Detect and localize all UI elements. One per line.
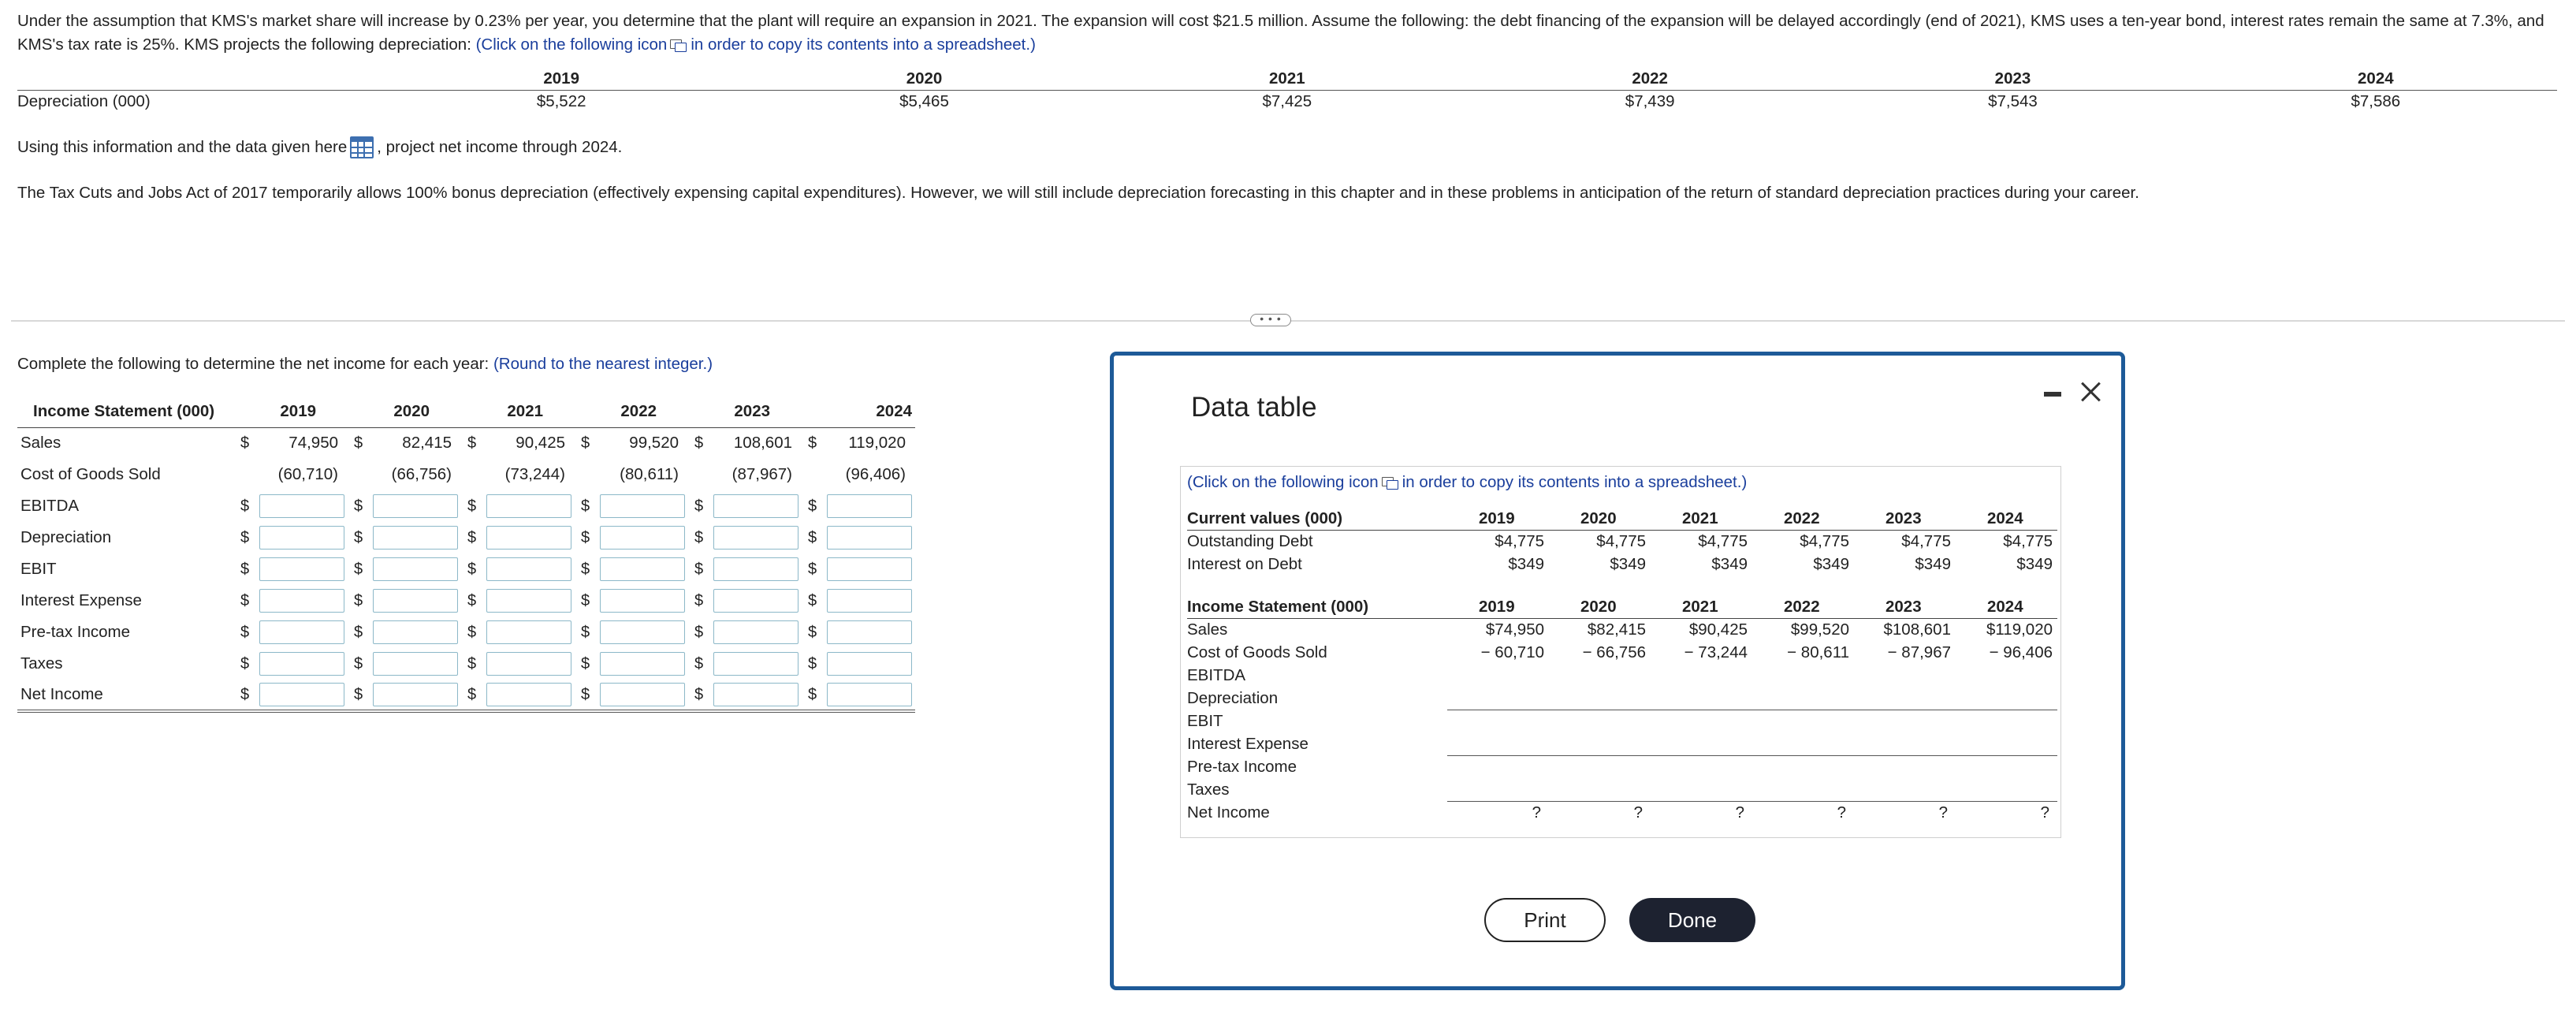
- mi-year: 2024: [1956, 596, 2057, 618]
- currency-symbol: $: [808, 528, 817, 546]
- answer-input[interactable]: [827, 620, 912, 644]
- currency-symbol: $: [581, 560, 590, 578]
- answer-input[interactable]: [486, 526, 571, 550]
- print-button[interactable]: Print: [1484, 898, 1606, 942]
- mi-empty-cell: [1447, 710, 1549, 732]
- dep-year: 2024: [2194, 68, 2557, 91]
- instruction-text: [17, 355, 713, 374]
- mi-empty-cell: [1854, 732, 1956, 755]
- income-statement-table: [17, 396, 915, 713]
- mi-empty-cell: [1447, 755, 1549, 778]
- currency-symbol: $: [581, 654, 590, 672]
- cv-value: $349: [1813, 554, 1849, 573]
- answer-input[interactable]: [713, 557, 798, 581]
- mi-value: $74,950: [1485, 620, 1544, 639]
- answer-input[interactable]: [259, 526, 344, 550]
- mi-empty-cell: [1854, 778, 1956, 801]
- is-year: 2019: [234, 396, 348, 427]
- is-value: (73,244): [504, 465, 565, 483]
- cv-value: $4,775: [1698, 531, 1748, 550]
- currency-symbol: $: [467, 685, 477, 703]
- is-row-label: Taxes: [20, 654, 63, 672]
- answer-input[interactable]: [600, 557, 685, 581]
- dep-year: 2022: [1469, 68, 1831, 91]
- currency-symbol: $: [694, 434, 704, 452]
- answer-input[interactable]: [600, 526, 685, 550]
- answer-input[interactable]: [259, 683, 344, 706]
- mi-empty-cell: [1651, 755, 1752, 778]
- cv-value: $349: [1508, 554, 1544, 573]
- currency-symbol: $: [808, 685, 817, 703]
- mi-net-value: ?: [1532, 803, 1541, 822]
- answer-input[interactable]: [600, 652, 685, 676]
- mi-empty-cell: [1549, 755, 1651, 778]
- using-info-text: [17, 136, 622, 159]
- answer-input[interactable]: [600, 620, 685, 644]
- answer-input[interactable]: [373, 557, 458, 581]
- mi-row-label: Depreciation: [1187, 688, 1279, 707]
- answer-input[interactable]: [259, 494, 344, 518]
- answer-input[interactable]: [827, 526, 912, 550]
- currency-symbol: $: [808, 560, 817, 578]
- cv-year: 2019: [1447, 508, 1549, 530]
- currency-symbol: $: [467, 528, 477, 546]
- answer-input[interactable]: [600, 589, 685, 613]
- is-year: 2024: [802, 396, 915, 427]
- currency-symbol: $: [694, 685, 704, 703]
- answer-input[interactable]: [373, 589, 458, 613]
- mi-empty-cell: [1651, 778, 1752, 801]
- answer-input[interactable]: [373, 494, 458, 518]
- modal-income-table: [1187, 596, 2057, 824]
- answer-input[interactable]: [827, 557, 912, 581]
- mi-value: $82,415: [1587, 620, 1646, 639]
- mi-value: − 73,244: [1684, 643, 1748, 661]
- mi-header: Income Statement (000): [1187, 596, 1447, 618]
- answer-input[interactable]: [259, 589, 344, 613]
- is-value: 82,415: [402, 434, 452, 453]
- currency-symbol: $: [467, 654, 477, 672]
- copy-icon[interactable]: [670, 39, 687, 50]
- is-row-label: Interest Expense: [20, 591, 142, 609]
- answer-input[interactable]: [373, 652, 458, 676]
- cv-value: $4,775: [1800, 531, 1849, 550]
- mi-empty-cell: [1447, 687, 1549, 710]
- current-values-table: [1187, 508, 2057, 576]
- dep-year: 2021: [1106, 68, 1469, 91]
- mi-value: − 80,611: [1787, 643, 1849, 661]
- round-hint: (Round to the nearest integer.): [493, 355, 713, 373]
- cv-value: $349: [1915, 554, 1951, 573]
- currency-symbol: $: [467, 497, 477, 515]
- is-value: 90,425: [516, 434, 565, 453]
- currency-symbol: $: [467, 434, 477, 452]
- currency-symbol: $: [240, 560, 250, 578]
- mi-value: − 66,756: [1582, 643, 1646, 661]
- cv-value: $349: [2016, 554, 2053, 573]
- is-row-label: EBIT: [20, 560, 57, 578]
- mi-value: $108,601: [1883, 620, 1951, 639]
- dialog-title: Data table: [1191, 392, 1317, 423]
- currency-symbol: $: [240, 654, 250, 672]
- mi-empty-cell: [1651, 687, 1752, 710]
- is-value: (87,967): [731, 465, 792, 483]
- currency-symbol: $: [354, 528, 363, 546]
- currency-symbol: $: [581, 497, 590, 515]
- cv-value: $4,775: [2003, 531, 2053, 550]
- answer-input[interactable]: [486, 557, 571, 581]
- is-value: 74,950: [288, 434, 338, 453]
- mi-empty-cell: [1752, 664, 1854, 687]
- data-table-dialog: [1110, 352, 2125, 990]
- mi-net-value: ?: [1837, 803, 1846, 822]
- answer-input[interactable]: [713, 494, 798, 518]
- dep-value: $5,465: [899, 92, 949, 110]
- currency-symbol: $: [354, 654, 363, 672]
- currency-symbol: $: [581, 623, 590, 641]
- mi-empty-cell: [1752, 755, 1854, 778]
- mi-empty-cell: [1447, 664, 1549, 687]
- answer-input[interactable]: [486, 494, 571, 518]
- cv-value: $349: [1610, 554, 1646, 573]
- copy-link[interactable]: [476, 35, 1036, 54]
- is-year: 2021: [461, 396, 575, 427]
- mi-value: − 96,406: [1989, 643, 2053, 661]
- mi-empty-cell: [1854, 755, 1956, 778]
- mi-year: 2022: [1752, 596, 1854, 618]
- cv-year: 2024: [1956, 508, 2057, 530]
- mi-empty-cell: [1854, 687, 1956, 710]
- mi-empty-cell: [1752, 710, 1854, 732]
- problem-intro: [17, 9, 2548, 57]
- minimize-icon[interactable]: [2044, 392, 2061, 397]
- mi-empty-cell: [1549, 664, 1651, 687]
- mi-empty-cell: [1752, 778, 1854, 801]
- answer-input[interactable]: [827, 494, 912, 518]
- mi-empty-cell: [1752, 687, 1854, 710]
- answer-input[interactable]: [713, 652, 798, 676]
- answer-input[interactable]: [713, 620, 798, 644]
- is-value: 119,020: [848, 434, 906, 453]
- close-icon[interactable]: [2077, 378, 2105, 406]
- currency-symbol: $: [467, 560, 477, 578]
- is-value: (80,611): [620, 465, 679, 483]
- mi-empty-cell: [1956, 687, 2057, 710]
- copy-icon[interactable]: [1382, 477, 1399, 488]
- cv-value: $349: [1711, 554, 1748, 573]
- answer-input[interactable]: [259, 557, 344, 581]
- cv-value: $4,775: [1495, 531, 1544, 550]
- mi-net-value: ?: [2040, 803, 2049, 822]
- mi-empty-cell: [1549, 732, 1651, 755]
- answer-input[interactable]: [486, 652, 571, 676]
- answer-input[interactable]: [827, 652, 912, 676]
- mi-empty-cell: [1956, 710, 2057, 732]
- mi-net-value: ?: [1633, 803, 1643, 822]
- currency-symbol: $: [808, 623, 817, 641]
- mi-row-label: Taxes: [1187, 780, 1230, 799]
- answer-input[interactable]: [259, 620, 344, 644]
- data-table-icon[interactable]: [350, 136, 374, 158]
- dep-value: $7,543: [1988, 92, 2038, 110]
- mi-empty-cell: [1447, 778, 1549, 801]
- mi-row-label: Cost of Goods Sold: [1187, 643, 1327, 661]
- is-value: (96,406): [845, 465, 906, 483]
- mi-row-label: EBITDA: [1187, 665, 1246, 684]
- mi-net-value: ?: [1735, 803, 1744, 822]
- mi-year: 2019: [1447, 596, 1549, 618]
- currency-symbol: $: [240, 685, 250, 703]
- cv-value: $4,775: [1901, 531, 1951, 550]
- modal-copy-link[interactable]: [1187, 473, 1747, 492]
- is-year: 2022: [575, 396, 688, 427]
- mi-year: 2023: [1854, 596, 1956, 618]
- resize-handle[interactable]: • • •: [1250, 314, 1291, 326]
- answer-input[interactable]: [600, 683, 685, 706]
- copy-link-before: (Click on the following icon: [475, 35, 668, 54]
- currency-symbol: $: [581, 434, 590, 452]
- depreciation-table: [17, 68, 2557, 113]
- is-row-label: Depreciation: [20, 528, 112, 546]
- currency-symbol: $: [354, 591, 363, 609]
- is-row-label: Net Income: [17, 680, 234, 711]
- is-year: 2020: [348, 396, 461, 427]
- currency-symbol: $: [694, 654, 704, 672]
- mi-empty-cell: [1549, 778, 1651, 801]
- mi-value: − 60,710: [1480, 643, 1544, 661]
- currency-symbol: $: [467, 623, 477, 641]
- answer-input[interactable]: [373, 683, 458, 706]
- cv-year: 2023: [1854, 508, 1956, 530]
- using-before: Using this information and the data given here: [17, 138, 348, 156]
- mi-row-label: Pre-tax Income: [1187, 757, 1297, 776]
- dep-value: $5,522: [536, 92, 586, 110]
- currency-symbol: $: [240, 434, 250, 452]
- currency-symbol: $: [467, 591, 477, 609]
- is-row-label: Sales: [20, 434, 61, 453]
- dep-value: $7,439: [1625, 92, 1675, 110]
- mi-value: $99,520: [1790, 620, 1849, 639]
- currency-symbol: $: [694, 528, 704, 546]
- currency-symbol: $: [694, 560, 704, 578]
- mi-empty-cell: [1752, 732, 1854, 755]
- mi-row-label: Net Income: [1187, 803, 1270, 822]
- mi-empty-cell: [1651, 732, 1752, 755]
- answer-input[interactable]: [713, 589, 798, 613]
- cv-year: 2022: [1752, 508, 1854, 530]
- currency-symbol: $: [581, 591, 590, 609]
- mi-empty-cell: [1854, 664, 1956, 687]
- is-row-label: Cost of Goods Sold: [20, 465, 161, 483]
- currency-symbol: $: [581, 528, 590, 546]
- complete-text: Complete the following to determine the net income for each year:: [17, 355, 490, 373]
- currency-symbol: $: [240, 497, 250, 515]
- dep-value: $7,586: [2351, 92, 2401, 110]
- cv-row-label: Outstanding Debt: [1187, 531, 1313, 550]
- currency-symbol: $: [808, 654, 817, 672]
- cv-row-label: Interest on Debt: [1187, 554, 1302, 573]
- mi-value: − 87,967: [1887, 643, 1951, 661]
- answer-input[interactable]: [486, 589, 571, 613]
- mi-empty-cell: [1956, 778, 2057, 801]
- dep-year: 2023: [1831, 68, 2194, 91]
- answer-input[interactable]: [486, 683, 571, 706]
- currency-symbol: $: [808, 434, 817, 452]
- cv-header: Current values (000): [1187, 508, 1447, 530]
- cv-year: 2021: [1651, 508, 1752, 530]
- is-year: 2023: [688, 396, 802, 427]
- currency-symbol: $: [240, 623, 250, 641]
- is-value: (60,710): [277, 465, 338, 483]
- is-value: 108,601: [733, 434, 792, 453]
- answer-input[interactable]: [713, 526, 798, 550]
- data-table-panel: [1180, 466, 2061, 838]
- cv-year: 2020: [1549, 508, 1651, 530]
- mi-row-label: Sales: [1187, 620, 1228, 639]
- answer-input[interactable]: [373, 526, 458, 550]
- mi-year: 2020: [1549, 596, 1651, 618]
- answer-input[interactable]: [713, 683, 798, 706]
- answer-input[interactable]: [486, 620, 571, 644]
- mi-value: $90,425: [1688, 620, 1748, 639]
- currency-symbol: $: [808, 591, 817, 609]
- mi-row-label: EBIT: [1187, 711, 1223, 730]
- modal-link-after: in order to copy its contents into a spreadsheet.): [1402, 473, 1748, 491]
- answer-input[interactable]: [259, 652, 344, 676]
- is-row-label: EBITDA: [20, 497, 80, 515]
- tax-note: The Tax Cuts and Jobs Act of 2017 temporarily allows 100% bonus depreciation (effectively expensing capital expenditures). However, we will still include depreciation forecasting in this chapter and in these problems in anticipation of the return of standard depreciation practices during your career.: [17, 184, 2139, 202]
- modal-link-before: (Click on the following icon: [1187, 473, 1379, 491]
- cv-value: $4,775: [1596, 531, 1646, 550]
- currency-symbol: $: [354, 434, 363, 452]
- dep-row-label: Depreciation (000): [17, 92, 151, 110]
- answer-input[interactable]: [827, 683, 912, 706]
- dep-header-blank: [17, 68, 380, 91]
- done-button[interactable]: Done: [1629, 898, 1755, 942]
- currency-symbol: $: [354, 560, 363, 578]
- mi-row-label: Interest Expense: [1187, 734, 1308, 753]
- currency-symbol: $: [581, 685, 590, 703]
- is-value: 99,520: [629, 434, 679, 453]
- mi-empty-cell: [1651, 710, 1752, 732]
- answer-input[interactable]: [373, 620, 458, 644]
- dep-year: 2020: [743, 68, 1105, 91]
- copy-link-after: in order to copy its contents into a spreadsheet.): [691, 35, 1036, 54]
- is-header: Income Statement (000): [17, 396, 234, 427]
- is-value: (66,756): [391, 465, 452, 483]
- currency-symbol: $: [808, 497, 817, 515]
- mi-empty-cell: [1956, 755, 2057, 778]
- is-row-label: Pre-tax Income: [20, 623, 130, 641]
- currency-symbol: $: [240, 528, 250, 546]
- currency-symbol: $: [694, 623, 704, 641]
- intro-text: Under the assumption that KMS's market share will increase by 0.23% per year, you determine that the plant will require an expansion in 2021. The expansion will cost $21.5 million. Assume the following: the debt financing of the expansion will be delayed accordingly (end of 2021), KMS uses a ten-year bond, interest rates remain the same at 7.3%, and KMS's tax rate is 25%. KMS projects the following depreciation:: [17, 12, 2544, 54]
- mi-empty-cell: [1854, 710, 1956, 732]
- dep-year: 2019: [380, 68, 743, 91]
- currency-symbol: $: [240, 591, 250, 609]
- mi-empty-cell: [1447, 732, 1549, 755]
- dep-value: $7,425: [1262, 92, 1312, 110]
- mi-net-value: ?: [1938, 803, 1948, 822]
- using-after: , project net income through 2024.: [377, 138, 623, 156]
- currency-symbol: $: [354, 685, 363, 703]
- mi-empty-cell: [1651, 664, 1752, 687]
- mi-empty-cell: [1549, 687, 1651, 710]
- answer-input[interactable]: [600, 494, 685, 518]
- currency-symbol: $: [694, 497, 704, 515]
- mi-empty-cell: [1549, 710, 1651, 732]
- answer-input[interactable]: [827, 589, 912, 613]
- currency-symbol: $: [694, 591, 704, 609]
- mi-value: $119,020: [1986, 620, 2053, 639]
- mi-empty-cell: [1956, 664, 2057, 687]
- mi-empty-cell: [1956, 732, 2057, 755]
- mi-year: 2021: [1651, 596, 1752, 618]
- currency-symbol: $: [354, 623, 363, 641]
- currency-symbol: $: [354, 497, 363, 515]
